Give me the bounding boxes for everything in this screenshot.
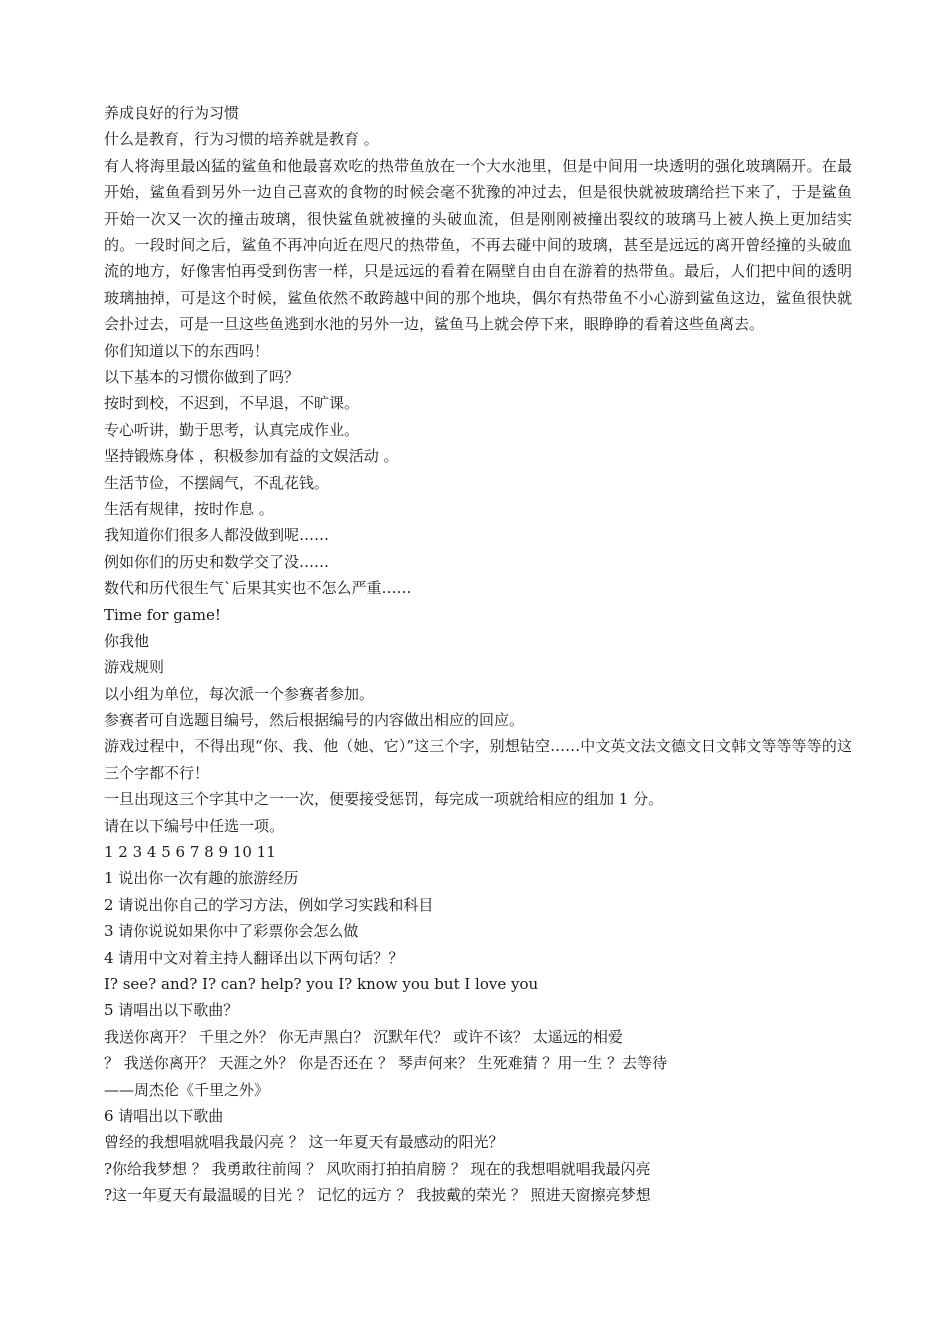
rule-item: 游戏过程中，不得出现“你、我、他（她、它）”这三个字，别想钻空……中文英文法文德文日文韩文等等等等的这三个字都不行！: [104, 737, 852, 782]
shark-story-paragraph: 有人将海里最凶猛的鲨鱼和他最喜欢吃的热带鱼放在一个大水池里，但是中间用一块透明的强化玻璃隔开。在最开始，鲨鱼看到另外一边自己喜欢的食物的时候会毫不犹豫的冲过去，但是很快就被玻璃给拦下来了，于是鲨鱼开始一次又一次的撞击玻璃，很快鲨鱼就被撞的头破血流，但是刚刚被撞出裂纹的玻璃马上被人换上更加结实的。一段时间之后，鲨鱼不再冲向近在咫尺的热带鱼，不再去碰中间的玻璃，甚至是远远的离开曾经撞的头破血流的地方，好像害怕再受到伤害一样，只是远远的看着在隔壁自由自在游着的热带鱼。最后，人们把中间的透明玻璃抽掉，可是这个时候，鲨鱼依然不敢跨越中间的那个地块，偶尔有热带鱼不小心游到鲨鱼这边，鲨鱼很快就会扑过去，可是一旦这些鱼逃到水池的另外一边，鲨鱼马上就会停下来，眼睁睁的看着这些鱼离去。: [104, 156, 852, 334]
question-item: 4 请用中文对着主持人翻译出以下两句话？？: [104, 948, 404, 967]
paragraph: 请在以下编号中任选一项。: [104, 816, 285, 835]
habit-item: 坚持锻炼身体 ，积极参加有益的文娱活动 。: [104, 447, 399, 466]
question-item: 5 请唱出以下歌曲？: [104, 1001, 239, 1020]
lyrics-line: ?你给我梦想 ？ 我勇敢往前闯 ？ 风吹雨打拍拍肩膀 ？ 现在的我想唱就唱我最闪亮: [104, 1159, 651, 1178]
habit-item: 按时到校，不迟到，不早退，不旷课。: [104, 394, 360, 413]
paragraph: 以下基本的习惯你做到了吗？: [104, 368, 300, 387]
doc-title: 养成良好的行为习惯: [104, 104, 240, 122]
question-item: 6 请唱出以下歌曲: [104, 1106, 224, 1125]
paragraph: 数代和历代很生气`后果其实也不怎么严重……: [104, 579, 412, 598]
lyrics-credit: ——周杰伦《千里之外》: [104, 1080, 270, 1099]
habit-item: 专心听讲，勤于思考，认真完成作业。: [104, 420, 360, 439]
game-heading: Time for game!: [104, 605, 221, 624]
lyrics-line: 曾经的我想唱就唱我最闪亮 ？ 这一年夏天有最感动的阳光？: [104, 1133, 504, 1152]
rules-heading: 游戏规则: [104, 658, 165, 677]
question-item: 3 请你说说如果你中了彩票你会怎么做: [104, 922, 359, 941]
paragraph: 你们知道以下的东西吗！: [104, 341, 270, 360]
rule-item: 以小组为单位，每次派一个参赛者参加。: [104, 684, 375, 703]
lyrics-line: ?这一年夏天有最温暖的目光 ？ 记忆的远方 ？ 我披戴的荣光 ？ 照进天窗擦亮梦想: [104, 1186, 651, 1205]
document-body: [104, 100, 852, 1209]
habit-item: 生活有规律，按时作息 。: [104, 499, 274, 518]
habit-item: 生活节俭，不摆阔气，不乱花钱。: [104, 473, 330, 492]
lyrics-line: 我送你离开？ 千里之外？ 你无声黑白？ 沉默年代？ 或许不该？ 太遥远的相爱: [104, 1027, 623, 1046]
number-list: 1 2 3 4 5 6 7 8 9 10 11: [104, 843, 276, 862]
lyrics-line: ？ 我送你离开？ 天涯之外？ 你是否还在 ？ 琴声何来？ 生死难猜 ？用一生 ？去等待: [104, 1054, 668, 1073]
question-item: 2 请说出你自己的学习方法，例如学习实践和科目: [104, 895, 434, 914]
question-item: 1 说出你一次有趣的旅游经历: [104, 869, 299, 888]
paragraph: 例如你们的历史和数学交了没……: [104, 552, 330, 571]
rule-item: 一旦出现这三个字其中之一一次，便要接受惩罚，每完成一项就给相应的组加 1 分。: [104, 790, 664, 809]
paragraph: 什么是教育，行为习惯的培养就是教育 。: [104, 130, 379, 149]
translation-text: I? see? and? I? can? help? you I? know you but I love you: [104, 975, 539, 994]
rule-item: 参赛者可自选题目编号，然后根据编号的内容做出相应的回应。: [104, 711, 525, 730]
paragraph: 我知道你们很多人都没做到呢……: [104, 526, 330, 545]
game-name: 你我他: [104, 631, 150, 650]
